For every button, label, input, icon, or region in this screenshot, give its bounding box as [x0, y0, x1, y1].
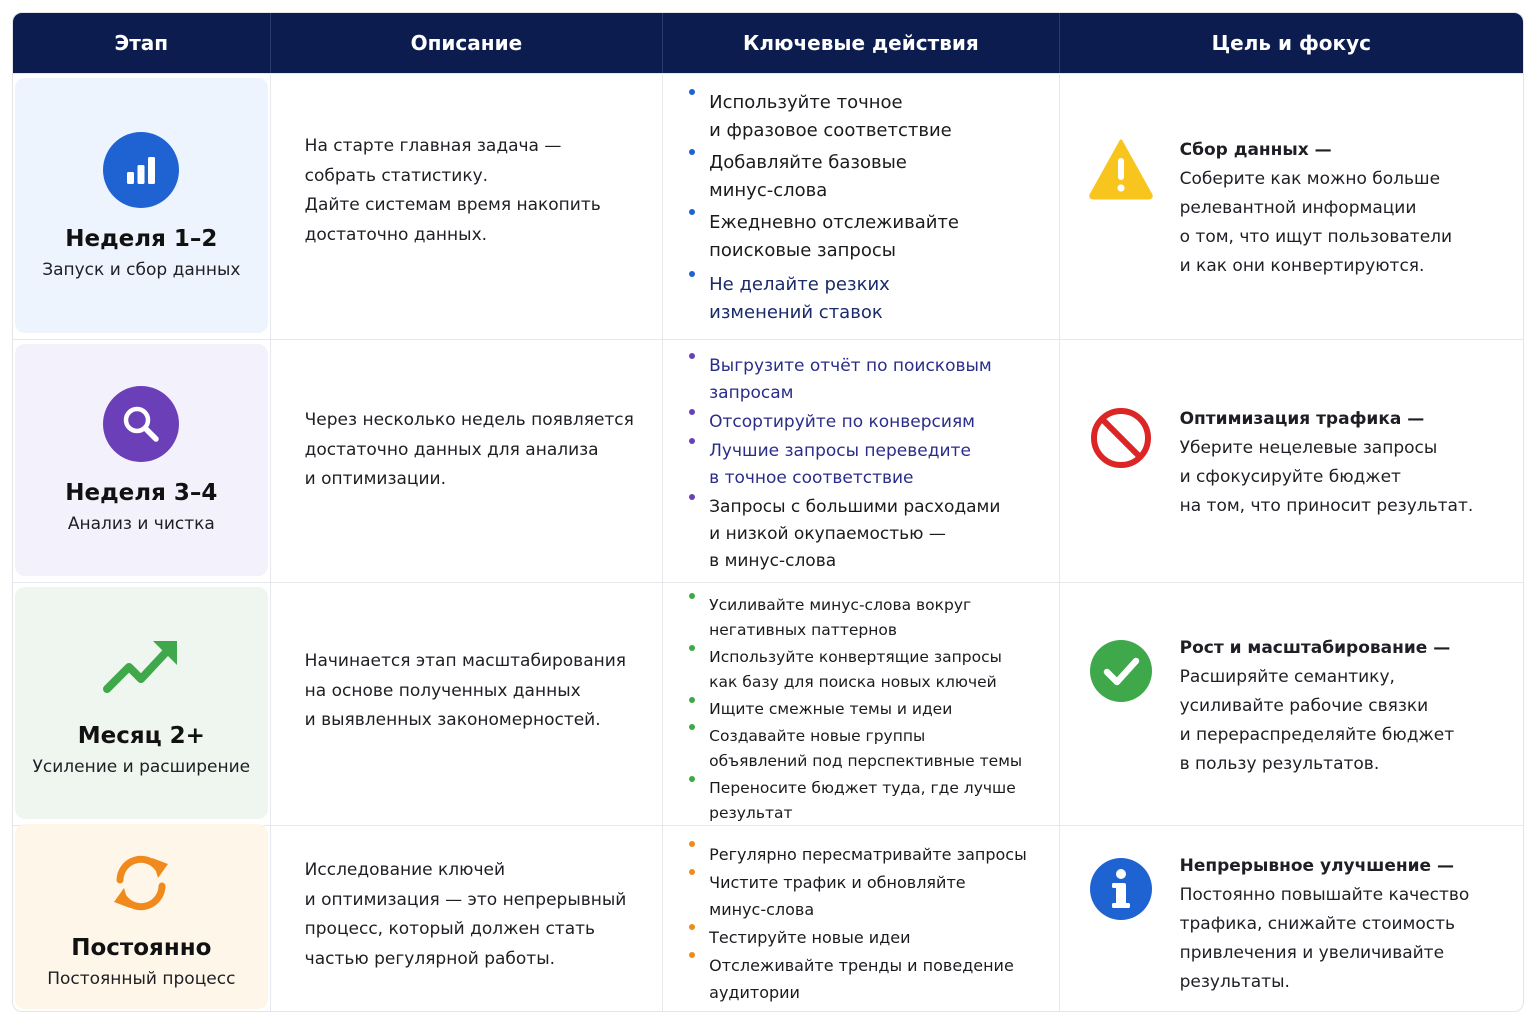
stage-description: Исследование ключей и оптимизация — это непрерывный процесс, который должен стать частью регулярной работы.: [304, 860, 627, 969]
stage-title: Неделя 3–4: [65, 480, 218, 506]
stages-table: [12, 12, 1524, 1012]
list-item: Отслеживайте тренды и поведение аудитории: [685, 952, 1046, 1006]
table-header: [13, 13, 1523, 73]
table-row: [13, 825, 1523, 1012]
list-item: Регулярно пересматривайте запросы: [685, 841, 1046, 868]
stage-description: Через несколько недель появляется достаточно данных для анализа и оптимизации.: [304, 410, 634, 489]
search-icon: [103, 386, 179, 462]
stage-card: [15, 344, 268, 576]
goal-block: Сбор данных — Соберите как можно больше релевантной информации о том, что ищут пользователи и как они конвертируются.: [1088, 136, 1505, 281]
table-row: [13, 339, 1523, 582]
stage-card: [15, 824, 268, 1009]
header-stage: Этап: [13, 13, 271, 73]
header-goal: Цель и фокус: [1211, 31, 1371, 55]
list-item: Лучшие запросы переведите в точное соответствие: [685, 438, 1046, 492]
list-item: Используйте конвертящие запросы как базу для поиска новых ключей: [685, 645, 1046, 695]
list-item: Ищите смежные темы и идеи: [685, 697, 1046, 722]
list-item: Используйте точное и фразовое соответствие: [685, 89, 1046, 145]
list-item: Усиливайте минус-слова вокруг негативных паттернов: [685, 593, 1046, 643]
stage-card: [15, 78, 268, 333]
stage-description: На старте главная задача — собрать статистику. Дайте системам время накопить достаточно данных.: [304, 136, 601, 245]
info-icon: [1088, 856, 1154, 922]
table-row: [13, 582, 1523, 825]
goal-block: Рост и масштабирование — Расширяйте семантику, усиливайте рабочие связки и перераспределяйте бюджет в пользу результатов.: [1088, 634, 1505, 779]
stage-description: Начинается этап масштабирования на основе полученных данных и выявленных закономерностей.: [304, 651, 627, 730]
stage-title: Постоянно: [71, 934, 212, 961]
actions-list: [685, 841, 1046, 1006]
table-row: [13, 73, 1523, 339]
header-actions: Ключевые действия: [663, 13, 1059, 73]
check-icon: [1088, 638, 1154, 704]
goal-title: Оптимизация трафика —: [1179, 409, 1425, 429]
actions-list: [685, 89, 1046, 327]
list-item: Создавайте новые группы объявлений под перспективные темы: [685, 724, 1046, 774]
list-item: Тестируйте новые идеи: [685, 924, 1046, 951]
header-description: Описание: [271, 13, 663, 73]
list-item: Ежедневно отслеживайте поисковые запросы: [685, 209, 1046, 265]
actions-list: [685, 593, 1046, 826]
list-item: Отсортируйте по конверсиям: [685, 409, 1046, 436]
list-item: Переносите бюджет туда, где лучше результат: [685, 776, 1046, 826]
warning-icon: [1088, 136, 1154, 202]
goal-title: Рост и масштабирование —: [1179, 638, 1451, 658]
stage-title: Месяц 2+: [77, 723, 205, 749]
list-item: Не делайте резких изменений ставок: [685, 271, 1046, 327]
goal-block: Непрерывное улучшение — Постоянно повышайте качество трафика, снижайте стоимость привлечения и увеличивайте результаты.: [1088, 852, 1505, 997]
list-item: Выгрузите отчёт по поисковым запросам: [685, 353, 1046, 407]
goal-title: Непрерывное улучшение —: [1179, 856, 1454, 876]
bar-chart-icon: [103, 132, 179, 208]
list-item: Чистите трафик и обновляйте минус-слова: [685, 869, 1046, 923]
stage-title: Неделя 1–2: [65, 225, 218, 252]
stage-subtitle: Анализ и чистка: [67, 514, 215, 534]
goal-title: Сбор данных —: [1179, 140, 1332, 160]
stage-subtitle: Постоянный процесс: [47, 968, 236, 989]
goal-block: Оптимизация трафика — Уберите нецелевые запросы и сфокусируйте бюджет на том, что приносит результат.: [1088, 405, 1505, 521]
stage-subtitle: Усиление и расширение: [32, 757, 251, 777]
prohibited-icon: [1088, 405, 1154, 471]
stage-subtitle: Запуск и сбор данных: [42, 259, 241, 280]
stage-card: [15, 587, 268, 819]
list-item: Запросы с большими расходами и низкой окупаемостью — в минус-слова: [685, 494, 1046, 575]
actions-list: [685, 353, 1046, 575]
trend-up-icon: [103, 629, 179, 705]
refresh-icon: [103, 845, 179, 921]
list-item: Добавляйте базовые минус-слова: [685, 149, 1046, 205]
